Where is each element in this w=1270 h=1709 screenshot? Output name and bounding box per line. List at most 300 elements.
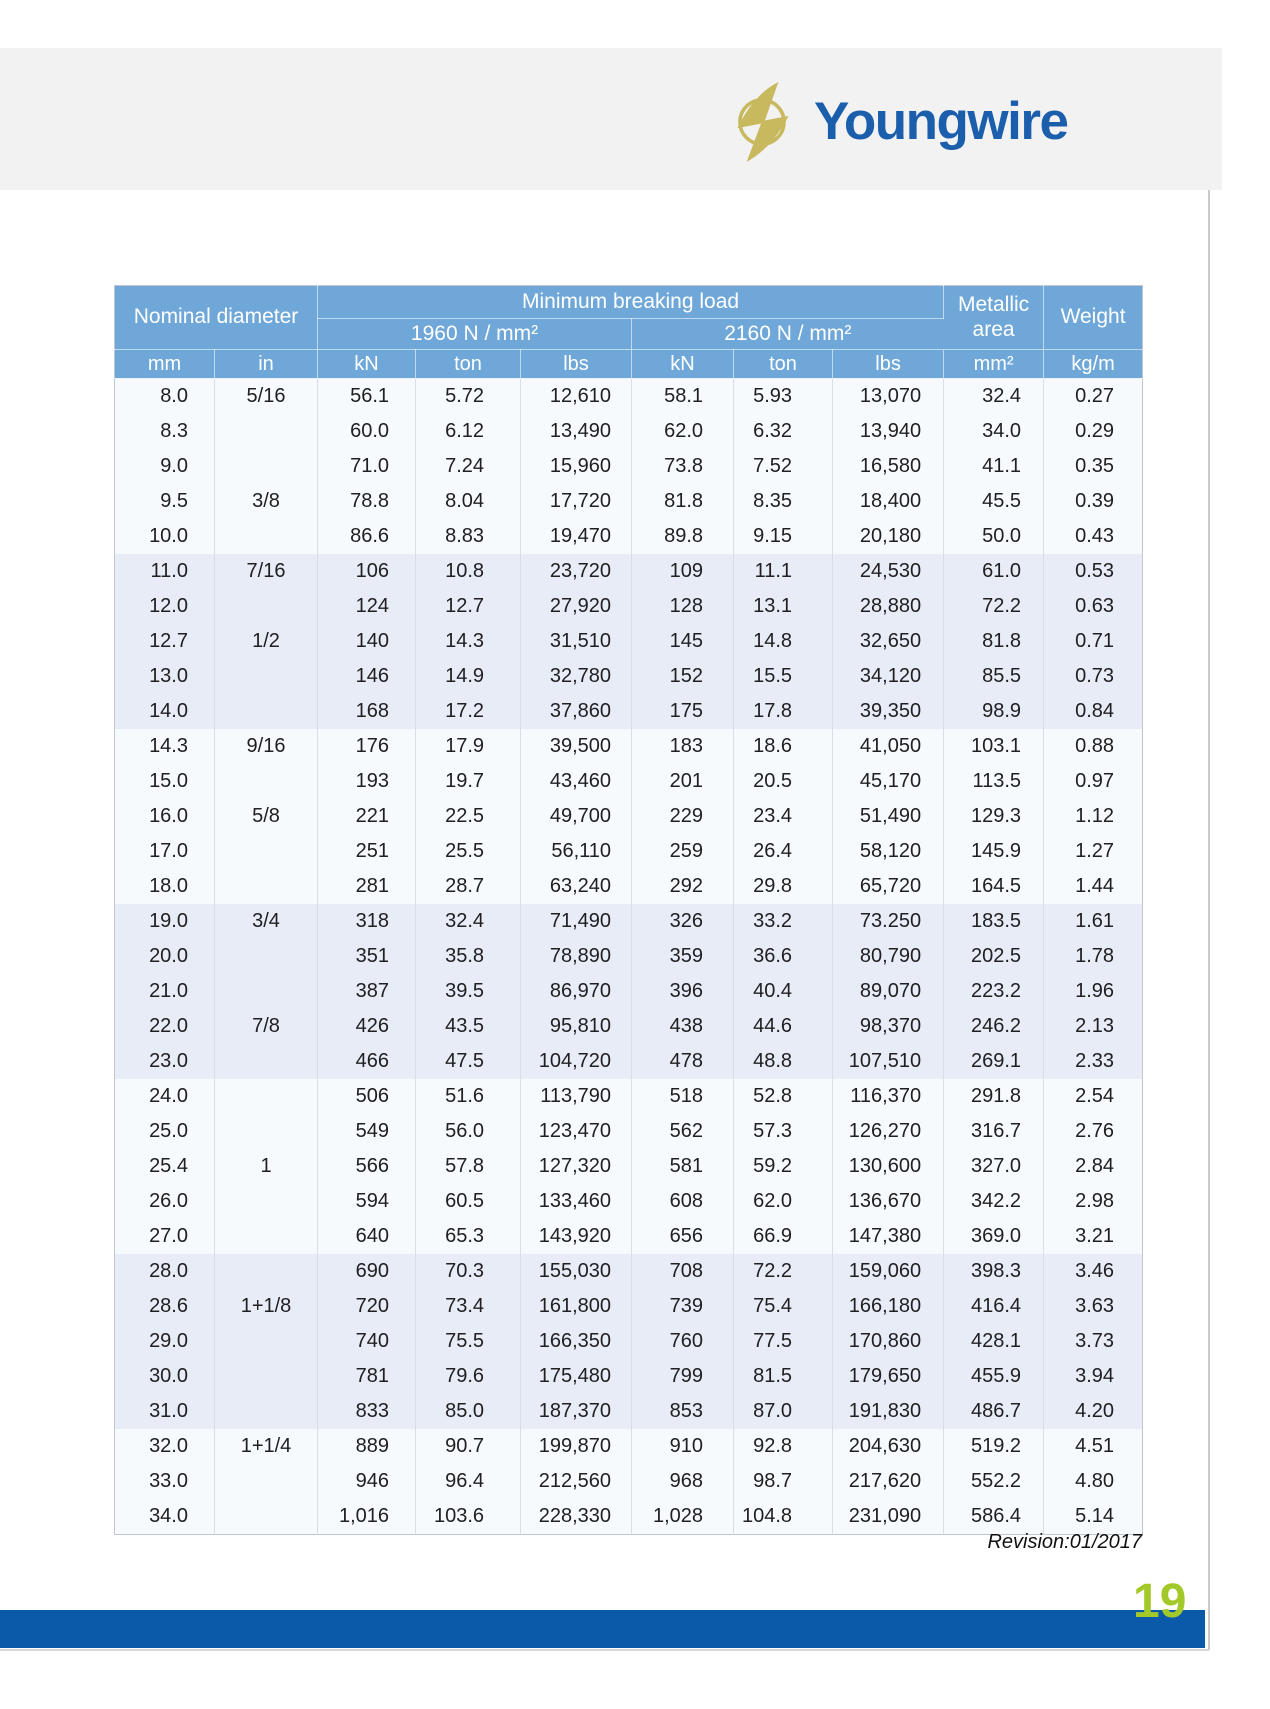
cell-lbs-1960: 161,800 [521,1289,632,1324]
table-header [115,286,1143,379]
cell-metallic-area: 145.9 [944,834,1044,869]
cell-lbs-2160: 179,650 [833,1359,944,1394]
cell-metallic-area: 369.0 [944,1219,1044,1254]
cell-kn-2160: 1,028 [632,1499,734,1535]
cell-lbs-1960: 113,790 [521,1079,632,1114]
cell-mm: 12.0 [115,589,215,624]
cell-lbs-1960: 17,720 [521,484,632,519]
cell-metallic-area: 223.2 [944,974,1044,1009]
cell-weight: 2.13 [1044,1009,1143,1044]
cell-kn-2160: 58.1 [632,379,734,415]
cell-lbs-1960: 27,920 [521,589,632,624]
table-row [115,904,1143,939]
cell-ton-2160: 52.8 [734,1079,833,1114]
cell-kn-2160: 396 [632,974,734,1009]
cell-in [215,939,318,974]
cell-kn-1960: 466 [318,1044,416,1079]
cell-kn-1960: 351 [318,939,416,974]
cell-kn-1960: 318 [318,904,416,939]
cell-ton-2160: 20.5 [734,764,833,799]
cell-lbs-2160: 51,490 [833,799,944,834]
cell-ton-1960: 79.6 [416,1359,521,1394]
cell-kn-1960: 71.0 [318,449,416,484]
cell-ton-1960: 57.8 [416,1149,521,1184]
cell-ton-2160: 13.1 [734,589,833,624]
cell-ton-1960: 75.5 [416,1324,521,1359]
cell-ton-2160: 14.8 [734,624,833,659]
cell-ton-2160: 7.52 [734,449,833,484]
cell-kn-1960: 946 [318,1464,416,1499]
cell-weight: 5.14 [1044,1499,1143,1535]
table-row [115,449,1143,484]
cell-mm: 32.0 [115,1429,215,1464]
cell-weight: 0.35 [1044,449,1143,484]
cell-ton-1960: 17.9 [416,729,521,764]
cell-lbs-1960: 49,700 [521,799,632,834]
table-row [115,1289,1143,1324]
cell-lbs-1960: 15,960 [521,449,632,484]
cell-in: 1/2 [215,624,318,659]
page-bottom-shadow [0,1649,1209,1651]
cell-metallic-area: 45.5 [944,484,1044,519]
table-row [115,974,1143,1009]
cell-weight: 1.61 [1044,904,1143,939]
cell-weight: 0.71 [1044,624,1143,659]
cell-in: 3/4 [215,904,318,939]
cell-ton-1960: 90.7 [416,1429,521,1464]
cell-ton-2160: 26.4 [734,834,833,869]
cell-kn-1960: 1,016 [318,1499,416,1535]
cell-weight: 3.46 [1044,1254,1143,1289]
cell-ton-2160: 23.4 [734,799,833,834]
table-row [115,659,1143,694]
cell-kn-1960: 124 [318,589,416,624]
brand-logo [726,82,1067,162]
cell-in [215,974,318,1009]
cell-lbs-2160: 34,120 [833,659,944,694]
cell-lbs-1960: 56,110 [521,834,632,869]
cell-lbs-1960: 212,560 [521,1464,632,1499]
cell-metallic-area: 552.2 [944,1464,1044,1499]
cell-ton-2160: 33.2 [734,904,833,939]
cell-metallic-area: 50.0 [944,519,1044,554]
cell-kn-1960: 426 [318,1009,416,1044]
cell-in [215,449,318,484]
cell-mm: 11.0 [115,554,215,589]
table-row [115,519,1143,554]
cell-ton-2160: 48.8 [734,1044,833,1079]
cell-kn-1960: 781 [318,1359,416,1394]
cell-ton-1960: 96.4 [416,1464,521,1499]
cell-ton-2160: 57.3 [734,1114,833,1149]
cell-weight: 0.73 [1044,659,1143,694]
cell-in [215,589,318,624]
header-nominal-diameter: Nominal diameter [115,286,318,350]
cell-weight: 4.51 [1044,1429,1143,1464]
cell-kn-1960: 690 [318,1254,416,1289]
cell-ton-2160: 92.8 [734,1429,833,1464]
cell-kn-2160: 518 [632,1079,734,1114]
cell-mm: 8.0 [115,379,215,415]
cell-kn-1960: 720 [318,1289,416,1324]
cell-mm: 14.3 [115,729,215,764]
table-row [115,624,1143,659]
cell-kn-2160: 183 [632,729,734,764]
cell-metallic-area: 398.3 [944,1254,1044,1289]
cell-kn-1960: 56.1 [318,379,416,415]
cell-metallic-area: 129.3 [944,799,1044,834]
unit-kn-2160: kN [632,350,734,379]
cell-ton-1960: 65.3 [416,1219,521,1254]
cell-mm: 15.0 [115,764,215,799]
cell-mm: 8.3 [115,414,215,449]
cell-in: 7/16 [215,554,318,589]
cell-lbs-1960: 13,490 [521,414,632,449]
cell-kn-2160: 292 [632,869,734,904]
cell-lbs-2160: 204,630 [833,1429,944,1464]
table-row [115,694,1143,729]
cell-in [215,1219,318,1254]
cell-ton-2160: 75.4 [734,1289,833,1324]
cell-lbs-1960: 23,720 [521,554,632,589]
cell-ton-2160: 18.6 [734,729,833,764]
cell-kn-1960: 833 [318,1394,416,1429]
cell-kn-1960: 86.6 [318,519,416,554]
cell-kn-2160: 73.8 [632,449,734,484]
cell-mm: 33.0 [115,1464,215,1499]
table-row [115,834,1143,869]
cell-in [215,414,318,449]
cell-weight: 4.20 [1044,1394,1143,1429]
table-row [115,939,1143,974]
cell-lbs-2160: 89,070 [833,974,944,1009]
table-row [115,1009,1143,1044]
cell-kn-2160: 229 [632,799,734,834]
cell-in: 5/8 [215,799,318,834]
cell-ton-1960: 39.5 [416,974,521,1009]
unit-ton-2160: ton [734,350,833,379]
cell-kn-1960: 106 [318,554,416,589]
cell-ton-1960: 103.6 [416,1499,521,1535]
cell-weight: 0.63 [1044,589,1143,624]
cell-lbs-2160: 159,060 [833,1254,944,1289]
cell-lbs-2160: 39,350 [833,694,944,729]
cell-lbs-2160: 32,650 [833,624,944,659]
cell-kn-1960: 176 [318,729,416,764]
cell-lbs-1960: 32,780 [521,659,632,694]
table-row [115,1324,1143,1359]
cell-lbs-1960: 187,370 [521,1394,632,1429]
table-row [115,1149,1143,1184]
cell-mm: 30.0 [115,1359,215,1394]
cell-in [215,1184,318,1219]
cell-metallic-area: 327.0 [944,1149,1044,1184]
cell-ton-2160: 36.6 [734,939,833,974]
cell-metallic-area: 81.8 [944,624,1044,659]
cell-lbs-2160: 166,180 [833,1289,944,1324]
cell-ton-1960: 28.7 [416,869,521,904]
cell-lbs-2160: 130,600 [833,1149,944,1184]
cell-kn-1960: 60.0 [318,414,416,449]
cell-weight: 2.98 [1044,1184,1143,1219]
cell-ton-2160: 87.0 [734,1394,833,1429]
cell-kn-2160: 109 [632,554,734,589]
unit-in: in [215,350,318,379]
cell-ton-1960: 51.6 [416,1079,521,1114]
cell-weight: 0.39 [1044,484,1143,519]
cell-weight: 3.21 [1044,1219,1143,1254]
cell-mm: 34.0 [115,1499,215,1535]
cell-lbs-1960: 78,890 [521,939,632,974]
cell-ton-1960: 73.4 [416,1289,521,1324]
cell-kn-2160: 708 [632,1254,734,1289]
cell-ton-1960: 47.5 [416,1044,521,1079]
cell-lbs-1960: 86,970 [521,974,632,1009]
cell-metallic-area: 202.5 [944,939,1044,974]
table-row [115,1499,1143,1535]
cell-lbs-2160: 41,050 [833,729,944,764]
cell-ton-1960: 60.5 [416,1184,521,1219]
table-row [115,484,1143,519]
cell-kn-2160: 910 [632,1429,734,1464]
cell-ton-2160: 59.2 [734,1149,833,1184]
cell-lbs-1960: 199,870 [521,1429,632,1464]
cell-mm: 20.0 [115,939,215,974]
cell-weight: 0.43 [1044,519,1143,554]
cell-weight: 0.84 [1044,694,1143,729]
cell-kn-2160: 201 [632,764,734,799]
cell-mm: 13.0 [115,659,215,694]
bolt-circle-icon [726,82,800,162]
cell-in: 1+1/4 [215,1429,318,1464]
cell-weight: 1.78 [1044,939,1143,974]
cell-lbs-1960: 39,500 [521,729,632,764]
header-metallic-area: Metallic area [944,286,1044,350]
cell-metallic-area: 32.4 [944,379,1044,415]
cell-ton-1960: 10.8 [416,554,521,589]
table-row [115,799,1143,834]
cell-metallic-area: 72.2 [944,589,1044,624]
cell-lbs-2160: 136,670 [833,1184,944,1219]
cell-lbs-2160: 73.250 [833,904,944,939]
cell-mm: 19.0 [115,904,215,939]
cell-ton-1960: 56.0 [416,1114,521,1149]
cell-mm: 9.0 [115,449,215,484]
cell-weight: 3.63 [1044,1289,1143,1324]
cell-weight: 0.97 [1044,764,1143,799]
cell-in [215,1044,318,1079]
cell-lbs-1960: 127,320 [521,1149,632,1184]
cell-kn-1960: 146 [318,659,416,694]
unit-ton-1960: ton [416,350,521,379]
cell-lbs-2160: 126,270 [833,1114,944,1149]
cell-mm: 23.0 [115,1044,215,1079]
cell-lbs-1960: 166,350 [521,1324,632,1359]
cell-ton-2160: 15.5 [734,659,833,694]
unit-mm2: mm² [944,350,1044,379]
cell-lbs-1960: 71,490 [521,904,632,939]
page-edge-shadow [1208,190,1210,1650]
cell-lbs-2160: 18,400 [833,484,944,519]
cell-in [215,1324,318,1359]
cell-ton-1960: 22.5 [416,799,521,834]
cell-ton-1960: 43.5 [416,1009,521,1044]
cell-kn-2160: 175 [632,694,734,729]
cell-metallic-area: 98.9 [944,694,1044,729]
cell-lbs-1960: 228,330 [521,1499,632,1535]
cell-metallic-area: 246.2 [944,1009,1044,1044]
cell-mm: 14.0 [115,694,215,729]
cell-kn-1960: 740 [318,1324,416,1359]
cell-metallic-area: 34.0 [944,414,1044,449]
cell-ton-2160: 11.1 [734,554,833,589]
unit-kgm: kg/m [1044,350,1143,379]
table-row [115,414,1143,449]
cell-kn-2160: 326 [632,904,734,939]
cell-weight: 1.27 [1044,834,1143,869]
table-row [115,1394,1143,1429]
cell-kn-2160: 81.8 [632,484,734,519]
unit-lbs-1960: lbs [521,350,632,379]
cell-weight: 4.80 [1044,1464,1143,1499]
cell-metallic-area: 113.5 [944,764,1044,799]
cell-in [215,1114,318,1149]
cell-lbs-2160: 147,380 [833,1219,944,1254]
unit-mm: mm [115,350,215,379]
table-body [115,379,1143,1535]
cell-kn-1960: 387 [318,974,416,1009]
cell-kn-2160: 359 [632,939,734,974]
cell-lbs-2160: 116,370 [833,1079,944,1114]
cell-mm: 28.0 [115,1254,215,1289]
cell-kn-1960: 889 [318,1429,416,1464]
cell-in [215,1499,318,1535]
cell-lbs-2160: 28,880 [833,589,944,624]
cell-in [215,1254,318,1289]
cell-metallic-area: 103.1 [944,729,1044,764]
cell-in: 9/16 [215,729,318,764]
cell-mm: 18.0 [115,869,215,904]
cell-ton-2160: 98.7 [734,1464,833,1499]
cell-lbs-2160: 13,940 [833,414,944,449]
page-number: 19 [1133,1575,1187,1628]
cell-metallic-area: 428.1 [944,1324,1044,1359]
table-row [115,869,1143,904]
cell-ton-2160: 72.2 [734,1254,833,1289]
cell-lbs-2160: 107,510 [833,1044,944,1079]
cell-kn-2160: 799 [632,1359,734,1394]
cell-weight: 2.76 [1044,1114,1143,1149]
cell-ton-1960: 32.4 [416,904,521,939]
cell-mm: 29.0 [115,1324,215,1359]
cell-lbs-2160: 20,180 [833,519,944,554]
cell-ton-1960: 25.5 [416,834,521,869]
cell-lbs-1960: 133,460 [521,1184,632,1219]
cell-kn-2160: 438 [632,1009,734,1044]
cell-in [215,1394,318,1429]
cell-mm: 27.0 [115,1219,215,1254]
cell-in: 1 [215,1149,318,1184]
cell-ton-2160: 81.5 [734,1359,833,1394]
cell-in [215,1079,318,1114]
cell-in: 5/16 [215,379,318,415]
cell-lbs-1960: 12,610 [521,379,632,415]
cell-kn-2160: 478 [632,1044,734,1079]
table-row [115,1044,1143,1079]
cell-ton-2160: 77.5 [734,1324,833,1359]
cell-weight: 0.29 [1044,414,1143,449]
cell-mm: 25.0 [115,1114,215,1149]
cell-kn-2160: 62.0 [632,414,734,449]
cell-lbs-2160: 58,120 [833,834,944,869]
cell-kn-1960: 281 [318,869,416,904]
cell-lbs-2160: 170,860 [833,1324,944,1359]
cell-in [215,519,318,554]
table-row [115,1464,1143,1499]
cell-lbs-2160: 191,830 [833,1394,944,1429]
cell-in [215,1464,318,1499]
cell-mm: 25.4 [115,1149,215,1184]
cell-ton-2160: 8.35 [734,484,833,519]
cell-mm: 24.0 [115,1079,215,1114]
cell-kn-2160: 760 [632,1324,734,1359]
cell-mm: 21.0 [115,974,215,1009]
cell-lbs-2160: 13,070 [833,379,944,415]
cell-mm: 16.0 [115,799,215,834]
cell-metallic-area: 342.2 [944,1184,1044,1219]
cell-ton-1960: 12.7 [416,589,521,624]
cell-in: 7/8 [215,1009,318,1044]
table-row [115,764,1143,799]
cell-ton-2160: 6.32 [734,414,833,449]
cell-lbs-2160: 16,580 [833,449,944,484]
table-row [115,1184,1143,1219]
cell-lbs-1960: 31,510 [521,624,632,659]
cell-in [215,694,318,729]
footer-bar [0,1610,1205,1648]
cell-ton-1960: 14.9 [416,659,521,694]
cell-in [215,1359,318,1394]
cell-metallic-area: 61.0 [944,554,1044,589]
cell-kn-2160: 152 [632,659,734,694]
table-row [115,379,1143,415]
cell-ton-1960: 17.2 [416,694,521,729]
revision-note: Revision:01/2017 [987,1531,1142,1553]
cell-mm: 26.0 [115,1184,215,1219]
brand-wordmark: Youngwire [814,92,1068,151]
cell-lbs-2160: 217,620 [833,1464,944,1499]
cell-mm: 12.7 [115,624,215,659]
cell-lbs-2160: 231,090 [833,1499,944,1535]
unit-lbs-2160: lbs [833,350,944,379]
cell-lbs-1960: 123,470 [521,1114,632,1149]
cell-lbs-1960: 104,720 [521,1044,632,1079]
breaking-load-table [114,285,1143,1535]
cell-kn-2160: 608 [632,1184,734,1219]
cell-metallic-area: 41.1 [944,449,1044,484]
cell-kn-2160: 145 [632,624,734,659]
cell-mm: 22.0 [115,1009,215,1044]
cell-lbs-2160: 98,370 [833,1009,944,1044]
cell-kn-2160: 853 [632,1394,734,1429]
cell-kn-2160: 562 [632,1114,734,1149]
cell-ton-2160: 9.15 [734,519,833,554]
cell-lbs-1960: 155,030 [521,1254,632,1289]
table-row [115,1079,1143,1114]
unit-kn-1960: kN [318,350,416,379]
header-min-breaking-load: Minimum breaking load [318,286,944,319]
cell-ton-1960: 5.72 [416,379,521,415]
